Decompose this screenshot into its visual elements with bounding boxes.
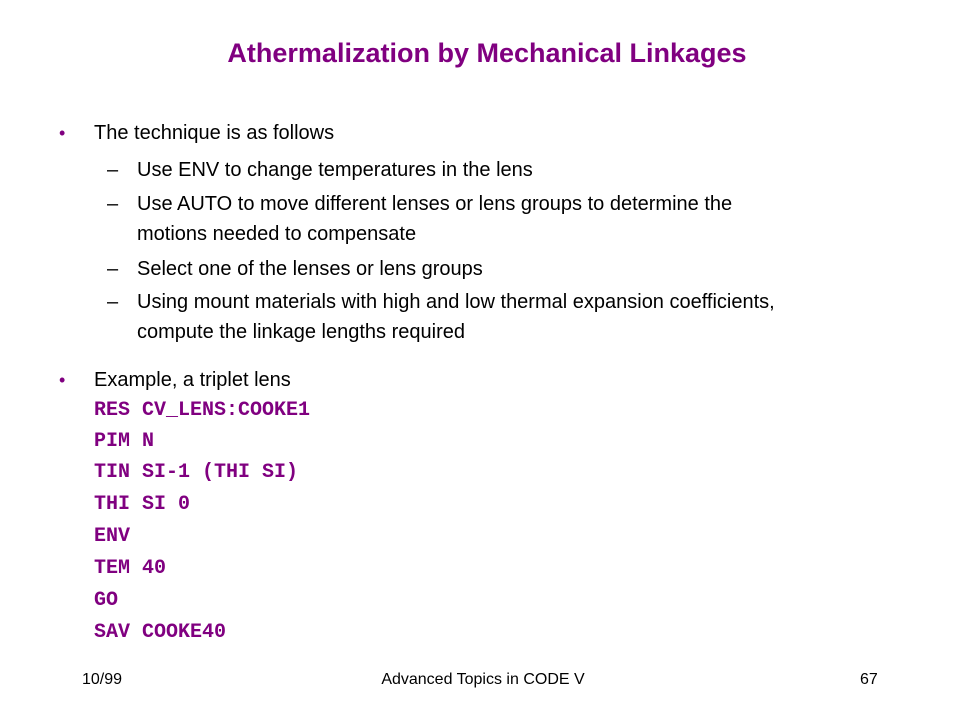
bullet-text: The technique is as follows — [94, 122, 335, 144]
code-line: TIN SI-1 (THI SI) — [94, 461, 299, 484]
code-line: ENV — [94, 525, 131, 548]
code-line: GO — [94, 589, 119, 612]
sub-bullet-marker: – — [107, 258, 119, 280]
bullet-marker: • — [59, 123, 66, 143]
footer-course-title: Advanced Topics in CODE V — [381, 671, 585, 688]
sub-bullet-marker: – — [107, 291, 119, 313]
bullet-marker: • — [59, 370, 66, 390]
footer-date: 10/99 — [82, 671, 123, 688]
sub-bullet-text: Use ENV to change temperatures in the lens — [137, 159, 533, 181]
code-line: THI SI 0 — [94, 493, 191, 516]
footer-page-number: 67 — [860, 671, 878, 688]
code-line: TEM 40 — [94, 557, 167, 580]
slide-title: Athermalization by Mechanical Linkages — [227, 38, 747, 68]
sub-bullet-text: Select one of the lenses or lens groups — [137, 258, 483, 280]
sub-bullet-text-continuation: compute the linkage lengths required — [137, 321, 465, 343]
sub-bullet-marker: – — [107, 159, 119, 181]
sub-bullet-text-continuation: motions needed to compensate — [137, 223, 417, 245]
sub-bullet-marker: – — [107, 193, 119, 215]
bullet-text: Example, a triplet lens — [94, 369, 291, 391]
code-line: RES CV_LENS:COOKE1 — [94, 399, 311, 422]
sub-bullet-text: Use AUTO to move different lenses or lens groups to determine the — [137, 193, 733, 215]
sub-bullet-text: Using mount materials with high and low thermal expansion coefficients, — [137, 291, 775, 313]
code-line: PIM N — [94, 430, 155, 453]
code-line: SAV COOKE40 — [94, 621, 227, 644]
